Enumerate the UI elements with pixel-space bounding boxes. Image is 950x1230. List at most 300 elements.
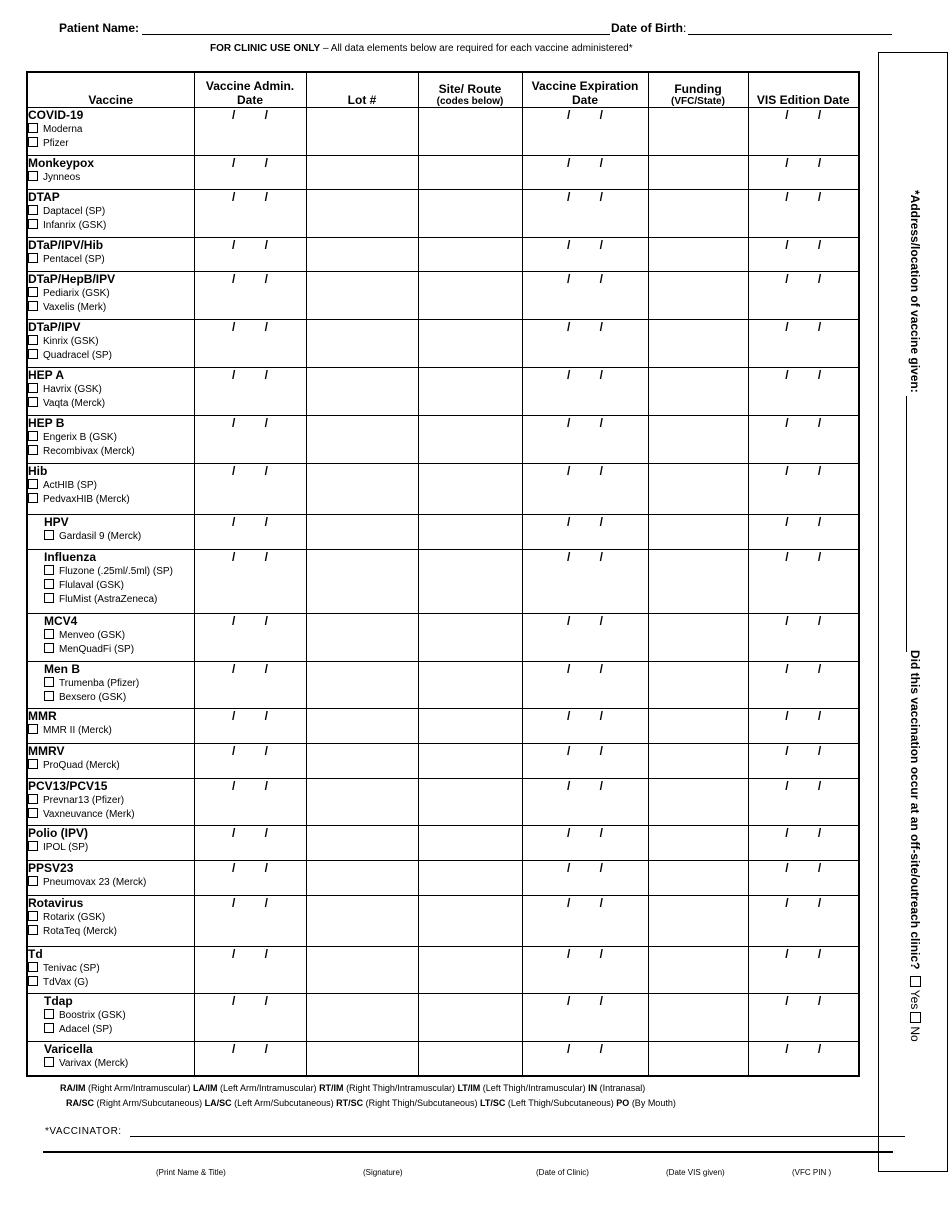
site-route-cell[interactable]: [418, 896, 522, 947]
date-slashes: / /: [785, 896, 822, 910]
expiration-date-cell[interactable]: [522, 662, 648, 709]
date-slashes: / /: [566, 826, 603, 840]
date-slashes: / /: [566, 550, 603, 564]
site-route-cell[interactable]: [418, 416, 522, 464]
funding-cell[interactable]: [648, 108, 748, 156]
vaccine-option: [28, 759, 194, 773]
vis-date-cell[interactable]: [748, 861, 859, 896]
expiration-date-cell[interactable]: [522, 947, 648, 994]
option-label: Jynneos: [43, 172, 81, 183]
date-slashes: / /: [231, 515, 268, 529]
table-row: [27, 416, 859, 464]
lot-cell[interactable]: [306, 368, 418, 416]
site-route-cell[interactable]: [418, 779, 522, 826]
col-vis-date: VIS Edition Date: [748, 72, 859, 108]
dob-field[interactable]: [688, 34, 892, 35]
lot-cell[interactable]: [306, 156, 418, 190]
option-checkbox[interactable]: [28, 724, 38, 734]
admin-date-cell[interactable]: [194, 368, 306, 416]
admin-date-cell[interactable]: [194, 614, 306, 662]
vaccine-option: [28, 794, 194, 808]
lot-cell[interactable]: [306, 861, 418, 896]
site-route-cell[interactable]: [418, 272, 522, 320]
vaccine-name: Td: [28, 947, 43, 961]
expiration-date-cell[interactable]: [522, 896, 648, 947]
date-slashes: / /: [231, 744, 268, 758]
lot-cell[interactable]: [306, 238, 418, 272]
site-route-cell[interactable]: [418, 515, 522, 550]
date-slashes: / /: [785, 320, 822, 334]
lot-cell[interactable]: [306, 779, 418, 826]
site-route-cell[interactable]: [418, 368, 522, 416]
expiration-date-cell[interactable]: [522, 1042, 648, 1076]
vaccine-option: [28, 925, 194, 939]
vaccine-cell: [27, 515, 194, 550]
admin-date-cell[interactable]: [194, 416, 306, 464]
vis-date-cell[interactable]: [748, 320, 859, 368]
vaccine-option: [28, 137, 194, 151]
date-slashes: / /: [785, 464, 822, 478]
option-checkbox[interactable]: [28, 253, 38, 263]
admin-date-cell[interactable]: [194, 994, 306, 1042]
expiration-date-cell[interactable]: [522, 368, 648, 416]
admin-date-cell[interactable]: [194, 238, 306, 272]
expiration-date-cell[interactable]: [522, 550, 648, 614]
table-row: [27, 272, 859, 320]
date-slashes: / /: [785, 779, 822, 793]
expiration-date-cell[interactable]: [522, 709, 648, 744]
option-checkbox[interactable]: [28, 479, 38, 489]
address-location-label: *Address/location of vaccine given:: [908, 190, 922, 393]
vaccine-name: DTAP: [28, 190, 60, 204]
date-slashes: / /: [566, 896, 603, 910]
vis-date-cell[interactable]: [748, 550, 859, 614]
option-label: Tenivac (SP): [43, 963, 100, 974]
option-checkbox[interactable]: [28, 349, 38, 359]
table-header-row: [27, 72, 859, 108]
table-row: [27, 108, 859, 156]
vaccine-option: [28, 479, 194, 493]
funding-cell[interactable]: [648, 614, 748, 662]
option-label: IPOL (SP): [43, 842, 89, 853]
site-route-cell[interactable]: [418, 108, 522, 156]
lot-cell[interactable]: [306, 550, 418, 614]
vis-date-cell[interactable]: [748, 156, 859, 190]
vaccine-cell: [27, 614, 194, 662]
date-slashes: / /: [785, 744, 822, 758]
date-slashes: / /: [566, 1042, 603, 1056]
date-vis-given-label: (Date VIS given): [666, 1168, 725, 1177]
option-label: Fluzone (.25ml/.5ml) (SP): [59, 566, 173, 577]
date-slashes: / /: [231, 994, 268, 1008]
vaccinator-divider: [43, 1151, 893, 1153]
expiration-date-cell[interactable]: [522, 416, 648, 464]
option-label: Vaxneuvance (Merk): [43, 809, 135, 820]
date-slashes: / /: [231, 238, 268, 252]
vaccine-option: [28, 219, 194, 233]
vaccine-name: PPSV23: [28, 861, 74, 875]
option-checkbox[interactable]: [44, 530, 54, 540]
lot-cell[interactable]: [306, 614, 418, 662]
expiration-date-cell[interactable]: [522, 156, 648, 190]
expiration-date-cell[interactable]: [522, 614, 648, 662]
admin-date-cell[interactable]: [194, 896, 306, 947]
option-label: Engerix B (GSK): [43, 432, 117, 443]
option-checkbox[interactable]: [28, 205, 38, 215]
funding-cell[interactable]: [648, 464, 748, 515]
option-label: Kinrix (GSK): [43, 336, 99, 347]
option-checkbox[interactable]: [28, 759, 38, 769]
option-label: Rotarix (GSK): [43, 912, 106, 923]
vis-date-cell[interactable]: [748, 779, 859, 826]
funding-cell[interactable]: [648, 320, 748, 368]
date-slashes: / /: [785, 368, 822, 382]
option-label: Pentacel (SP): [43, 254, 105, 265]
option-checkbox[interactable]: [44, 1009, 54, 1019]
date-of-clinic-label: (Date of Clinic): [536, 1168, 589, 1177]
option-checkbox[interactable]: [44, 1023, 54, 1033]
site-route-cell[interactable]: [418, 614, 522, 662]
date-slashes: / /: [566, 156, 603, 170]
table-row: [27, 994, 859, 1042]
table-row: [27, 779, 859, 826]
vaccine-name: MCV4: [44, 614, 78, 628]
funding-cell[interactable]: [648, 368, 748, 416]
option-checkbox[interactable]: [28, 137, 38, 147]
option-checkbox[interactable]: [28, 171, 38, 181]
option-label: Pfizer: [43, 138, 69, 149]
option-checkbox[interactable]: [28, 123, 38, 133]
site-route-cell[interactable]: [418, 662, 522, 709]
vaccine-option: [28, 287, 194, 301]
funding-cell[interactable]: [648, 190, 748, 238]
option-checkbox[interactable]: [44, 1057, 54, 1067]
option-checkbox[interactable]: [44, 629, 54, 639]
expiration-date-cell[interactable]: [522, 238, 648, 272]
admin-date-cell[interactable]: [194, 464, 306, 515]
expiration-date-cell[interactable]: [522, 515, 648, 550]
vis-date-cell[interactable]: [748, 662, 859, 709]
site-route-cell[interactable]: [418, 744, 522, 779]
table-row: [27, 744, 859, 779]
option-label: MenQuadFi (SP): [59, 644, 135, 655]
option-label: Vaxelis (Merk): [43, 302, 107, 313]
vaccine-name: HPV: [44, 515, 69, 529]
table-row: [27, 826, 859, 861]
date-slashes: / /: [231, 190, 268, 204]
site-route-cell[interactable]: [418, 826, 522, 861]
vaccine-name: MMRV: [28, 744, 65, 758]
vis-date-cell[interactable]: [748, 238, 859, 272]
expiration-date-cell[interactable]: [522, 272, 648, 320]
funding-cell[interactable]: [648, 947, 748, 994]
vis-date-cell[interactable]: [748, 368, 859, 416]
vaccine-cell: [27, 861, 194, 896]
funding-cell[interactable]: [648, 861, 748, 896]
lot-cell[interactable]: [306, 272, 418, 320]
vis-date-cell[interactable]: [748, 709, 859, 744]
option-checkbox[interactable]: [28, 383, 38, 393]
admin-date-cell[interactable]: [194, 662, 306, 709]
funding-cell[interactable]: [648, 550, 748, 614]
site-route-cell[interactable]: [418, 994, 522, 1042]
lot-cell[interactable]: [306, 947, 418, 994]
option-checkbox[interactable]: [44, 643, 54, 653]
lot-cell[interactable]: [306, 320, 418, 368]
date-slashes: / /: [566, 947, 603, 961]
vis-date-cell[interactable]: [748, 896, 859, 947]
date-slashes: / /: [231, 550, 268, 564]
table-row: [27, 861, 859, 896]
funding-cell[interactable]: [648, 238, 748, 272]
vaccine-cell: [27, 108, 194, 156]
option-label: Flulaval (GSK): [59, 580, 125, 591]
vaccine-cell: [27, 416, 194, 464]
admin-date-cell[interactable]: [194, 550, 306, 614]
vis-date-cell[interactable]: [748, 108, 859, 156]
option-checkbox[interactable]: [28, 841, 38, 851]
expiration-date-cell[interactable]: [522, 994, 648, 1042]
route-codes-line-1: RA/IM (Right Arm/Intramuscular) LA/IM (Left Arm/Intramuscular) RT/IM (Right Thigh/Intramuscular) LT/IM (Left Thigh/Intramuscular) IN (Intranasal): [60, 1083, 646, 1093]
funding-cell[interactable]: [648, 662, 748, 709]
vis-date-cell[interactable]: [748, 515, 859, 550]
option-label: RotaTeq (Merck): [43, 926, 117, 937]
site-route-cell[interactable]: [418, 550, 522, 614]
date-slashes: / /: [566, 614, 603, 628]
vaccine-option: [44, 1023, 194, 1037]
col-expiration: Vaccine Expiration Date: [522, 72, 648, 108]
vis-date-cell[interactable]: [748, 994, 859, 1042]
option-checkbox[interactable]: [44, 565, 54, 575]
admin-date-cell[interactable]: [194, 1042, 306, 1076]
date-slashes: / /: [231, 1042, 268, 1056]
vaccine-cell: [27, 272, 194, 320]
vaccine-option: [28, 911, 194, 925]
date-slashes: / /: [566, 108, 603, 122]
date-slashes: / /: [566, 779, 603, 793]
funding-cell[interactable]: [648, 994, 748, 1042]
lot-cell[interactable]: [306, 108, 418, 156]
vaccine-option: [44, 643, 194, 657]
vfc-pin-label: (VFC PIN ): [792, 1168, 832, 1177]
col-vaccine: Vaccine: [27, 72, 194, 108]
funding-cell[interactable]: [648, 826, 748, 861]
option-checkbox[interactable]: [28, 397, 38, 407]
option-checkbox[interactable]: [28, 287, 38, 297]
option-checkbox[interactable]: [28, 962, 38, 972]
admin-date-cell[interactable]: [194, 108, 306, 156]
vis-date-cell[interactable]: [748, 826, 859, 861]
expiration-date-cell[interactable]: [522, 744, 648, 779]
lot-cell[interactable]: [306, 709, 418, 744]
site-route-cell[interactable]: [418, 947, 522, 994]
table-row: [27, 896, 859, 947]
admin-date-cell[interactable]: [194, 156, 306, 190]
site-route-cell[interactable]: [418, 190, 522, 238]
vaccinator-field[interactable]: [130, 1136, 905, 1137]
vaccine-option: [28, 301, 194, 315]
table-row: [27, 1042, 859, 1076]
vaccine-option: [28, 962, 194, 976]
site-route-cell[interactable]: [418, 238, 522, 272]
col-site-route: Site/ Route (codes below): [418, 72, 522, 108]
lot-cell[interactable]: [306, 826, 418, 861]
vis-date-cell[interactable]: [748, 614, 859, 662]
expiration-date-cell[interactable]: [522, 190, 648, 238]
date-slashes: / /: [231, 416, 268, 430]
date-slashes: / /: [231, 464, 268, 478]
vaccine-cell: [27, 947, 194, 994]
table-row: [27, 709, 859, 744]
vaccine-option: [28, 349, 194, 363]
vaccine-name: Rotavirus: [28, 896, 84, 910]
vaccine-name: Men B: [44, 662, 80, 676]
vaccine-cell: [27, 779, 194, 826]
option-checkbox[interactable]: [28, 335, 38, 345]
lot-cell[interactable]: [306, 896, 418, 947]
option-label: TdVax (G): [43, 977, 89, 988]
vaccine-name: PCV13/PCV15: [28, 779, 108, 793]
lot-cell[interactable]: [306, 190, 418, 238]
funding-cell[interactable]: [648, 515, 748, 550]
funding-cell[interactable]: [648, 1042, 748, 1076]
vis-date-cell[interactable]: [748, 190, 859, 238]
funding-cell[interactable]: [648, 156, 748, 190]
admin-date-cell[interactable]: [194, 947, 306, 994]
lot-cell[interactable]: [306, 416, 418, 464]
site-route-cell[interactable]: [418, 1042, 522, 1076]
clinic-use-note: FOR CLINIC USE ONLY – All data elements below are required for each vaccine administered*: [210, 43, 633, 54]
table-row: [27, 368, 859, 416]
date-slashes: / /: [231, 614, 268, 628]
dob-label: Date of Birth:: [611, 21, 687, 35]
vis-date-cell[interactable]: [748, 1042, 859, 1076]
vaccine-name: DTaP/IPV/Hib: [28, 238, 104, 252]
option-checkbox[interactable]: [28, 794, 38, 804]
funding-cell[interactable]: [648, 272, 748, 320]
site-route-cell[interactable]: [418, 709, 522, 744]
option-checkbox[interactable]: [28, 431, 38, 441]
option-checkbox[interactable]: [28, 219, 38, 229]
expiration-date-cell[interactable]: [522, 826, 648, 861]
date-slashes: / /: [231, 368, 268, 382]
lot-cell[interactable]: [306, 662, 418, 709]
option-checkbox[interactable]: [28, 493, 38, 503]
option-checkbox[interactable]: [28, 911, 38, 921]
option-checkbox[interactable]: [44, 579, 54, 589]
expiration-date-cell[interactable]: [522, 861, 648, 896]
admin-date-cell[interactable]: [194, 190, 306, 238]
date-slashes: / /: [566, 416, 603, 430]
lot-cell[interactable]: [306, 744, 418, 779]
table-row: [27, 238, 859, 272]
vaccine-cell: [27, 826, 194, 861]
lot-cell[interactable]: [306, 994, 418, 1042]
date-slashes: / /: [566, 744, 603, 758]
option-checkbox[interactable]: [44, 677, 54, 687]
vaccine-cell: [27, 320, 194, 368]
option-label: ProQuad (Merck): [43, 760, 120, 771]
site-route-cell[interactable]: [418, 861, 522, 896]
admin-date-cell[interactable]: [194, 709, 306, 744]
vis-date-cell[interactable]: [748, 416, 859, 464]
option-label: Moderna: [43, 124, 83, 135]
no-checkbox[interactable]: [910, 1012, 921, 1023]
vis-date-cell[interactable]: [748, 272, 859, 320]
vis-date-cell[interactable]: [748, 947, 859, 994]
vaccine-option: [44, 629, 194, 643]
date-slashes: / /: [785, 1042, 822, 1056]
expiration-date-cell[interactable]: [522, 779, 648, 826]
date-slashes: / /: [231, 861, 268, 875]
vis-date-cell[interactable]: [748, 464, 859, 515]
option-checkbox[interactable]: [28, 976, 38, 986]
lot-cell[interactable]: [306, 464, 418, 515]
lot-cell[interactable]: [306, 1042, 418, 1076]
option-checkbox[interactable]: [28, 808, 38, 818]
yes-checkbox[interactable]: [910, 976, 921, 987]
lot-cell[interactable]: [306, 515, 418, 550]
site-route-cell[interactable]: [418, 156, 522, 190]
option-checkbox[interactable]: [44, 593, 54, 603]
admin-date-cell[interactable]: [194, 826, 306, 861]
date-slashes: / /: [566, 662, 603, 676]
option-checkbox[interactable]: [28, 445, 38, 455]
vaccine-option: [28, 171, 194, 185]
funding-cell[interactable]: [648, 896, 748, 947]
date-slashes: / /: [785, 272, 822, 286]
vaccinator-label: *VACCINATOR:: [45, 1126, 122, 1137]
admin-date-cell[interactable]: [194, 272, 306, 320]
patient-name-field[interactable]: [142, 34, 610, 35]
vaccine-name: HEP B: [28, 416, 65, 430]
admin-date-cell[interactable]: [194, 515, 306, 550]
option-label: PedvaxHIB (Merck): [43, 494, 130, 505]
admin-date-cell[interactable]: [194, 779, 306, 826]
option-checkbox[interactable]: [44, 691, 54, 701]
table-row: [27, 662, 859, 709]
funding-cell[interactable]: [648, 744, 748, 779]
vaccine-cell: [27, 1042, 194, 1076]
admin-date-cell[interactable]: [194, 861, 306, 896]
vis-date-cell[interactable]: [748, 744, 859, 779]
expiration-date-cell[interactable]: [522, 464, 648, 515]
option-label: Adacel (SP): [59, 1024, 113, 1035]
date-slashes: / /: [785, 190, 822, 204]
option-checkbox[interactable]: [28, 876, 38, 886]
funding-cell[interactable]: [648, 779, 748, 826]
funding-cell[interactable]: [648, 709, 748, 744]
site-route-cell[interactable]: [418, 464, 522, 515]
expiration-date-cell[interactable]: [522, 108, 648, 156]
funding-cell[interactable]: [648, 416, 748, 464]
vaccine-name: Tdap: [44, 994, 73, 1008]
option-checkbox[interactable]: [28, 301, 38, 311]
site-route-cell[interactable]: [418, 320, 522, 368]
option-checkbox[interactable]: [28, 925, 38, 935]
option-label: Havrix (GSK): [43, 384, 102, 395]
admin-date-cell[interactable]: [194, 744, 306, 779]
vaccine-cell: [27, 368, 194, 416]
vaccine-option: [44, 565, 194, 579]
vaccine-name: Varicella: [44, 1042, 93, 1056]
date-slashes: / /: [785, 108, 822, 122]
address-location-field[interactable]: [906, 396, 907, 652]
vaccine-option: [28, 123, 194, 137]
admin-date-cell[interactable]: [194, 320, 306, 368]
expiration-date-cell[interactable]: [522, 320, 648, 368]
date-slashes: / /: [566, 709, 603, 723]
